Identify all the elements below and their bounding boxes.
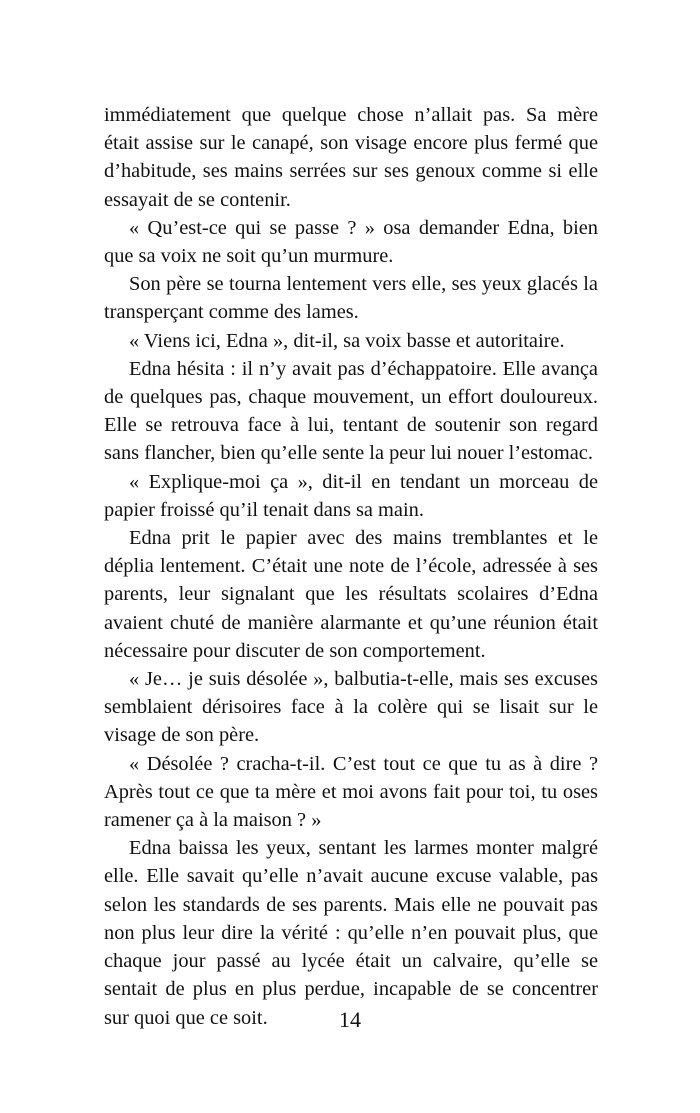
- paragraph-9: « Désolée ? cracha-t-il. C’est tout ce que tu as à dire ? Après tout ce que ta mère et moi avons fait pour toi, tu oses ramener ça à la maison ? »: [104, 752, 598, 832]
- paragraph-2: « Qu’est-ce qui se passe ? » osa demander Edna, bien que sa voix ne soit qu’un murmure.: [104, 216, 598, 268]
- paragraph-4: « Viens ici, Edna », dit-il, sa voix basse et autoritaire.: [129, 329, 565, 352]
- paragraph-3: Son père se tourna lentement vers elle, ses yeux glacés la transperçant comme des lames.: [104, 273, 598, 324]
- paragraph-6: « Explique-moi ça », dit-il en tendant un morceau de papier froissé qu’il tenait dans sa main.: [104, 470, 598, 521]
- page-body: [104, 101, 598, 1032]
- paragraph-5: Edna hésita : il n’y avait pas d’échappatoire. Elle avança de quelques pas, chaque mouvement, un effort douloureux. Elle se retrouva face à lui, tentant de soutenir son regard sans flancher, bien qu’elle sente la peur lui nouer l’estomac.: [104, 357, 598, 465]
- page-number: 14: [339, 1007, 361, 1032]
- paragraph-8: « Je… je suis désolée », balbutia-t-elle, mais ses excuses semblaient dérisoires face à la colère qui se lisait sur le visage de son père.: [104, 668, 598, 747]
- paragraph-7: Edna prit le papier avec des mains tremblantes et le déplia lentement. C’était une note de l’école, adressée à ses parents, leur signalant que les résultats scolaires d’Edna avaient chuté de manière alarmante et qu’une réunion était nécessaire pour discuter de son comportement.: [104, 527, 598, 662]
- paragraph-1: immédiatement que quelque chose n’allait pas. Sa mère était assise sur le canapé, son visage encore plus fermé que d’habitude, ses mains serrées sur ses genoux comme si elle essayait de se contenir.: [104, 104, 598, 211]
- paragraph-10: Edna baissa les yeux, sentant les larmes monter malgré elle. Elle savait qu’elle n’avait aucune excuse valable, pas selon les standards de ses parents. Mais elle ne pouvait pas non plus leur dire la vérité : qu’elle n’en pouvait plus, que chaque jour passé au lycée était un calvaire, qu’elle se sentait de plus en plus perdue, incapable de se concentrer sur quoi que ce soit.: [104, 837, 598, 1029]
